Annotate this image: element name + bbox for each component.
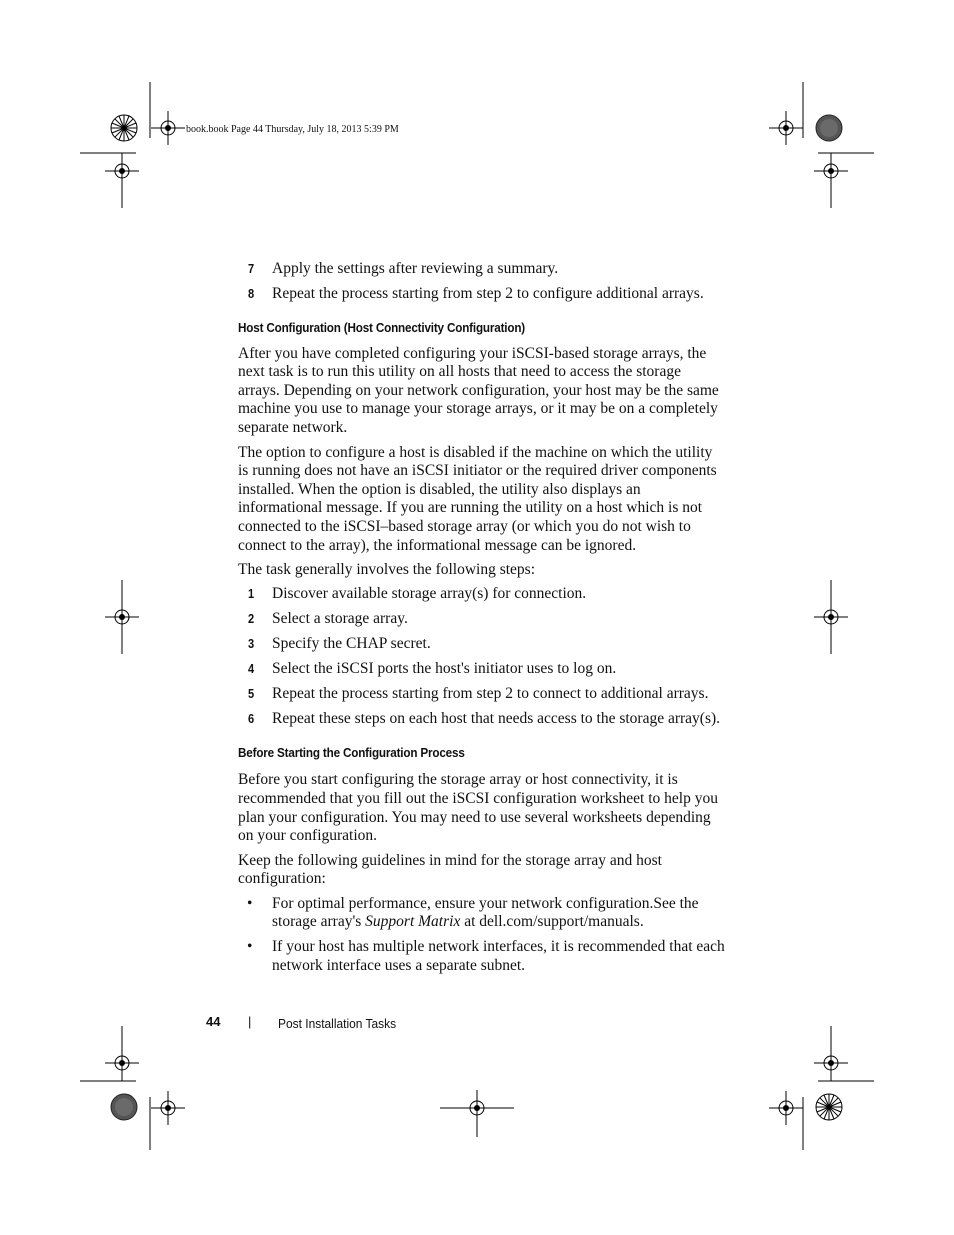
text-line: The option to configure a host is disabled if the machine on which the utility bbox=[238, 443, 713, 461]
section-heading-before-starting: Before Starting the Configuration Process bbox=[238, 744, 465, 760]
bullet-icon: • bbox=[247, 894, 253, 912]
step-number: 4 bbox=[248, 660, 255, 676]
text-line: Keep the following guidelines in mind for the storage array and host bbox=[238, 851, 662, 869]
step-number: 5 bbox=[248, 685, 255, 701]
text-line: is running does not have an iSCSI initiator or the required driver components bbox=[238, 462, 717, 480]
step-number: 8 bbox=[248, 286, 255, 301]
step-number: 6 bbox=[248, 710, 255, 726]
step-number: 2 bbox=[248, 610, 255, 626]
text-line: If your host has multiple network interfaces, it is recommended that each bbox=[272, 938, 725, 956]
text-line: on your configuration. bbox=[238, 827, 378, 845]
step-text: Repeat the process starting from step 2 to configure additional arrays. bbox=[272, 285, 704, 302]
step-item bbox=[238, 583, 738, 608]
bullet-item bbox=[238, 895, 738, 932]
footer-separator: | bbox=[248, 1014, 252, 1029]
step-item bbox=[238, 683, 738, 708]
bullet-icon: • bbox=[247, 938, 253, 956]
paragraph bbox=[238, 852, 738, 889]
page-body bbox=[238, 258, 738, 981]
text-line: configuration: bbox=[238, 870, 326, 888]
paragraph bbox=[238, 444, 738, 556]
text-line: plan your configuration. You may need to use several worksheets depending bbox=[238, 808, 711, 826]
step-item bbox=[238, 633, 738, 658]
step-number: 3 bbox=[248, 635, 255, 651]
text-line: connect to the array), the informational message can be ignored. bbox=[238, 536, 637, 554]
text-fragment: at dell.com/support/manuals. bbox=[460, 913, 644, 931]
step-text: Specify the CHAP secret. bbox=[272, 634, 431, 652]
paragraph bbox=[238, 771, 738, 845]
text-line: network interface uses a separate subnet. bbox=[272, 956, 526, 974]
page-number: 44 bbox=[206, 1014, 221, 1029]
step-text: Repeat the process starting from step 2 to connect to additional arrays. bbox=[272, 684, 709, 702]
document-title-italic: Support Matrix bbox=[365, 913, 461, 931]
chapter-title: Post Installation Tasks bbox=[278, 1016, 397, 1031]
step-number: 1 bbox=[248, 585, 255, 601]
paragraph: The task generally involves the following steps: bbox=[238, 561, 536, 579]
step-text: Repeat these steps on each host that needs access to the storage array(s). bbox=[272, 709, 721, 727]
step-item bbox=[238, 658, 738, 683]
step-text: Select the iSCSI ports the host's initiator uses to log on. bbox=[272, 659, 617, 677]
text-line: Before you start configuring the storage array or host connectivity, it is bbox=[238, 771, 678, 789]
text-line: arrays. Depending on your network configuration, your host may be the same bbox=[238, 381, 719, 399]
text-line: installed. When the option is disabled, the utility also displays an bbox=[238, 480, 641, 498]
step-text: Apply the settings after reviewing a summary. bbox=[272, 260, 559, 277]
step-text: Discover available storage array(s) for connection. bbox=[272, 584, 587, 602]
print-slug: book.book Page 44 Thursday, July 18, 2013 5:39 PM bbox=[186, 124, 399, 135]
step-item bbox=[238, 608, 738, 633]
text-line: After you have completed configuring your iSCSI-based storage arrays, the bbox=[238, 344, 707, 362]
paragraph bbox=[238, 345, 738, 438]
step-number: 7 bbox=[248, 261, 255, 276]
section-heading-host-configuration: Host Configuration (Host Connectivity Configuration) bbox=[238, 320, 526, 335]
text-fragment: storage array's bbox=[272, 913, 366, 931]
text-line: separate network. bbox=[238, 418, 348, 436]
text-line: next task is to run this utility on all hosts that need to access the storage bbox=[238, 363, 681, 381]
text-line: recommended that you fill out the iSCSI configuration worksheet to help you bbox=[238, 789, 718, 807]
step-item bbox=[238, 283, 738, 308]
step-item bbox=[238, 708, 738, 733]
bullet-item bbox=[238, 938, 738, 975]
text-line: machine you use to manage your storage arrays, or it may be on a completely bbox=[238, 400, 718, 418]
text-line: informational message. If you are running the utility on a host which is not bbox=[238, 499, 703, 517]
text-line: connected to the iSCSI–based storage array (or which you do not wish to bbox=[238, 517, 691, 535]
step-text: Select a storage array. bbox=[272, 609, 408, 627]
text-line: For optimal performance, ensure your network configuration.See the bbox=[272, 894, 699, 912]
step-item bbox=[238, 258, 738, 283]
